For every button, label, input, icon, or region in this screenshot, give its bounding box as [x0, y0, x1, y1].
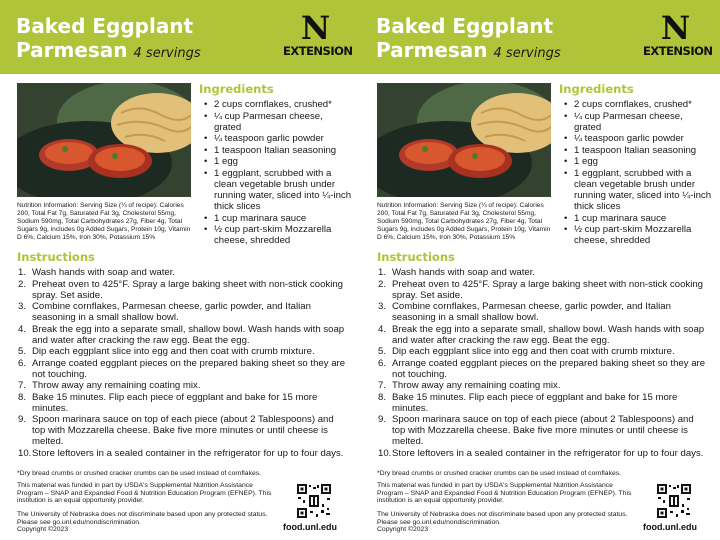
servings-label: 4 servings	[133, 46, 201, 61]
copyright-text: Copyright ©2023	[377, 526, 429, 533]
ingredient-item: • ½ cup part-skim Mozzarella cheese, shredded	[562, 224, 712, 246]
extension-logo	[283, 9, 353, 64]
ingredient-item: • 2 cups cornflakes, crushed*	[202, 99, 352, 110]
instruction-step	[18, 358, 348, 380]
ingredient-item: • 1 egg	[202, 156, 352, 167]
step-text: Throw away any remaining coating mix.	[392, 380, 561, 391]
instruction-step	[18, 279, 348, 301]
ingredient-item: • 1 eggplant, scrubbed with a clean vegetable brush under running water, sliced into ¼-inch thick slices	[202, 168, 352, 212]
website-link[interactable]: food.unl.edu	[643, 522, 697, 532]
instruction-step	[378, 414, 708, 447]
step-text: Bake 15 minutes. Flip each piece of eggplant and bake for 15 more minutes.	[32, 391, 318, 414]
ingredients-list	[202, 99, 352, 247]
instruction-step	[378, 448, 708, 459]
ingredient-item: • 1 cup marinara sauce	[202, 213, 352, 224]
instruction-step	[378, 324, 708, 346]
step-text: Break the egg into a separate small, shallow bowl. Wash hands with soap and water after cracking the raw egg. Beat the egg.	[32, 323, 345, 346]
nondiscrimination-text: The University of Nebraska does not discriminate based upon any protected status. Please see go.unl.edu/nondiscrimination.	[377, 511, 628, 526]
instruction-step	[378, 392, 708, 414]
instructions-heading: Instructions	[17, 250, 95, 264]
step-number: 1.	[18, 267, 27, 278]
logo-text: EXTENSION	[643, 44, 713, 58]
instruction-step	[378, 380, 708, 391]
step-number: 8.	[378, 391, 387, 403]
instruction-step	[378, 358, 708, 380]
step-number: 7.	[18, 380, 27, 391]
step-text: Bake 15 minutes. Flip each piece of eggplant and bake for 15 more minutes.	[392, 391, 678, 414]
funding-statement: This material was funded in part by USDA's Supplemental Nutrition Assistance Program – SNAP and Expanded Food & Nutrition Education Program (EFNEP). This institution is an equal opportunity provider.	[17, 482, 272, 504]
logo-n-icon: N	[300, 9, 330, 47]
recipe-photo	[377, 83, 551, 197]
instruction-step	[378, 346, 708, 357]
ingredient-item: • 2 cups cornflakes, crushed*	[562, 99, 712, 110]
instruction-step	[18, 267, 348, 278]
ingredient-item: • 1 teaspoon Italian seasoning	[202, 145, 352, 156]
step-number: 5.	[18, 346, 27, 357]
step-text: Wash hands with soap and water.	[32, 267, 176, 278]
servings-label: 4 servings	[493, 46, 561, 61]
instruction-step	[378, 301, 708, 323]
website-link[interactable]: food.unl.edu	[283, 522, 337, 532]
step-number: 10.	[18, 447, 32, 459]
title-line1: Baked Eggplant	[376, 14, 554, 38]
nondiscrimination-statement	[377, 511, 635, 534]
extension-logo	[643, 9, 713, 64]
ingredient-item: • 1 egg	[562, 156, 712, 167]
instruction-step	[18, 346, 348, 357]
ingredients-list	[562, 99, 712, 247]
ingredient-item: • ¼ cup Parmesan cheese, grated	[562, 111, 712, 133]
qr-code-icon[interactable]	[656, 483, 692, 519]
recipe-title	[376, 14, 561, 66]
step-text: Store leftovers in a sealed container in the refrigerator for up to four days.	[392, 447, 704, 459]
ingredient-item: • ½ cup part-skim Mozzarella cheese, shredded	[202, 224, 352, 246]
nondiscrimination-statement	[17, 511, 275, 534]
step-text: Dip each eggplant slice into egg and then coat with crumb mixture.	[392, 346, 675, 357]
instruction-step	[18, 324, 348, 346]
recipe-photo	[17, 83, 191, 197]
instruction-step	[378, 279, 708, 301]
step-number: 9.	[378, 414, 387, 425]
step-text: Wash hands with soap and water.	[392, 267, 536, 278]
step-number: 8.	[18, 391, 27, 403]
funding-statement: This material was funded in part by USDA's Supplemental Nutrition Assistance Program – SNAP and Expanded Food & Nutrition Education Program (EFNEP). This institution is an equal opportunity provider.	[377, 482, 632, 504]
step-number: 9.	[18, 414, 27, 425]
instruction-step	[18, 414, 348, 447]
title-line2: Parmesan	[376, 38, 488, 62]
step-text: Spoon marinara sauce on top of each piece (about 2 Tablespoons) and top with Mozzarella cheese. Bake five more minutes or until cheese is melted.	[32, 414, 334, 447]
step-text: Store leftovers in a sealed container in the refrigerator for up to four days.	[32, 447, 344, 459]
step-number: 10.	[378, 447, 392, 459]
header-band	[0, 0, 360, 74]
step-text: Break the egg into a separate small, shallow bowl. Wash hands with soap and water after cracking the raw egg. Beat the egg.	[392, 323, 705, 346]
copyright-text: Copyright ©2023	[17, 526, 69, 533]
step-number: 4.	[18, 323, 27, 335]
qr-code-icon[interactable]	[296, 483, 332, 519]
step-text: Combine cornflakes, Parmesan cheese, garlic powder, and Italian seasoning in a small shallow bowl.	[392, 301, 671, 323]
step-text: Combine cornflakes, Parmesan cheese, garlic powder, and Italian seasoning in a small shallow bowl.	[32, 301, 311, 323]
step-text: Preheat oven to 425°F. Spray a large baking sheet with non-stick cooking spray. Set aside.	[32, 278, 344, 301]
step-text: Arrange coated eggplant pieces on the prepared baking sheet so they are not touching.	[32, 357, 346, 380]
step-number: 5.	[378, 346, 387, 357]
instruction-step	[18, 380, 348, 391]
ingredients-heading: Ingredients	[559, 82, 634, 96]
step-number: 6.	[18, 357, 27, 369]
logo-n-icon: N	[660, 9, 690, 47]
instruction-step	[18, 448, 348, 459]
instructions-heading: Instructions	[377, 250, 455, 264]
step-number: 2.	[378, 278, 387, 290]
ingredient-item: • ¼ cup Parmesan cheese, grated	[202, 111, 352, 133]
header-band	[360, 0, 720, 74]
title-line1: Baked Eggplant	[16, 14, 194, 38]
footnote: *Dry bread crumbs or crushed cracker crumbs can be used instead of cornflakes.	[17, 470, 262, 477]
ingredient-item: • 1 eggplant, scrubbed with a clean vegetable brush under running water, sliced into ¼-inch thick slices	[562, 168, 712, 212]
ingredient-item: • ¼ teaspoon garlic powder	[562, 133, 712, 144]
instruction-step	[18, 301, 348, 323]
step-number: 4.	[378, 323, 387, 335]
recipe-card-right	[360, 0, 720, 540]
recipe-title	[16, 14, 201, 66]
footnote: *Dry bread crumbs or crushed cracker crumbs can be used instead of cornflakes.	[377, 470, 622, 477]
instructions-list	[378, 267, 708, 459]
step-number: 3.	[18, 301, 27, 312]
step-text: Preheat oven to 425°F. Spray a large baking sheet with non-stick cooking spray. Set aside.	[392, 278, 704, 301]
instruction-step	[18, 392, 348, 414]
step-number: 1.	[378, 267, 387, 278]
step-number: 3.	[378, 301, 387, 312]
title-line2: Parmesan	[16, 38, 128, 62]
logo-text: EXTENSION	[283, 44, 353, 58]
instructions-list	[18, 267, 348, 459]
step-number: 2.	[18, 278, 27, 290]
nutrition-info: Nutrition Information: Serving Size (¼ of recipe): Calories 200, Total Fat 7g, Saturated Fat 3g, Cholesterol 55mg, Sodium 590mg, Total Carbohydrates 27g, Fiber 4g, Total Sugars 9g, includes 0g Added Sugars, Protein 10g, Vitamin D 6%, Calcium 15%, Iron 30%, Potassium 15%	[17, 202, 191, 241]
instruction-step	[378, 267, 708, 278]
nutrition-info: Nutrition Information: Serving Size (¼ of recipe): Calories 200, Total Fat 7g, Saturated Fat 3g, Cholesterol 55mg, Sodium 590mg, Total Carbohydrates 27g, Fiber 4g, Total Sugars 9g, includes 0g Added Sugars, Protein 10g, Vitamin D 6%, Calcium 15%, Iron 30%, Potassium 15%	[377, 202, 551, 241]
step-text: Spoon marinara sauce on top of each piece (about 2 Tablespoons) and top with Mozzarella cheese. Bake five more minutes or until cheese is melted.	[392, 414, 694, 447]
step-text: Arrange coated eggplant pieces on the prepared baking sheet so they are not touching.	[392, 357, 706, 380]
step-text: Throw away any remaining coating mix.	[32, 380, 201, 391]
ingredient-item: • ¼ teaspoon garlic powder	[202, 133, 352, 144]
step-number: 7.	[378, 380, 387, 391]
nondiscrimination-text: The University of Nebraska does not discriminate based upon any protected status. Please see go.unl.edu/nondiscrimination.	[17, 511, 268, 526]
ingredient-item: • 1 cup marinara sauce	[562, 213, 712, 224]
ingredients-heading: Ingredients	[199, 82, 274, 96]
ingredient-item: • 1 teaspoon Italian seasoning	[562, 145, 712, 156]
step-text: Dip each eggplant slice into egg and then coat with crumb mixture.	[32, 346, 315, 357]
step-number: 6.	[378, 357, 387, 369]
